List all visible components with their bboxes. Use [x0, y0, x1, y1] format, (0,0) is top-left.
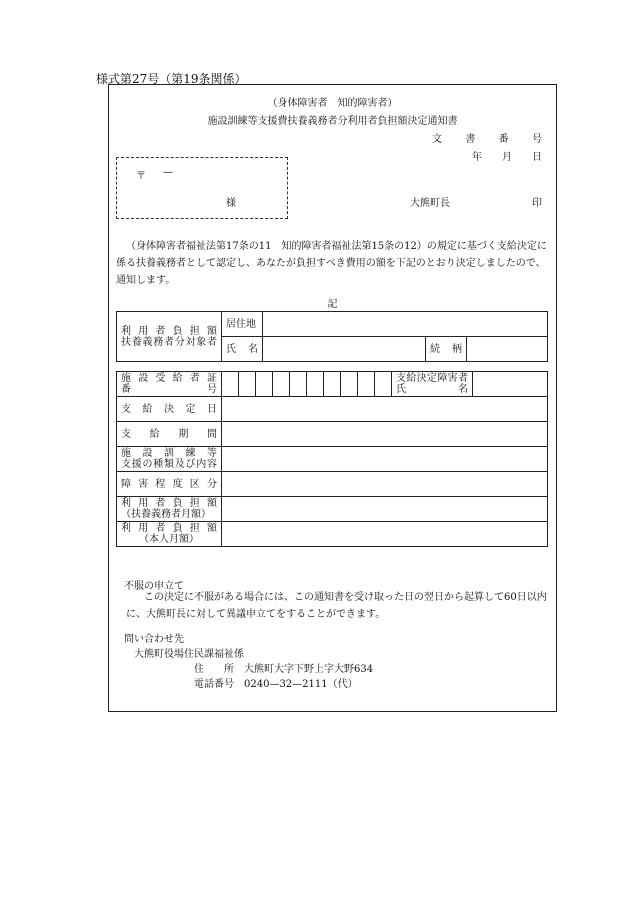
- recipient-label-line2: 扶養義務者分対象者: [121, 336, 217, 348]
- document-subtitle: （身体障害者 知的障害者）: [267, 98, 398, 109]
- row-value-cell: [222, 497, 548, 522]
- decision-person-label-line2: 氏名: [396, 384, 468, 395]
- row-label-cell: [117, 522, 222, 547]
- recipient-honorific: 様: [226, 198, 236, 209]
- issuer-name: 大熊町長: [410, 198, 450, 209]
- contact-phone-label: 電話番号: [194, 679, 234, 690]
- row-label-line2: （扶養義務者月額）: [121, 509, 211, 520]
- relation-value-cell: [467, 337, 548, 362]
- postal-dash: —: [163, 167, 173, 178]
- date-month: 月: [502, 152, 512, 163]
- recipient-label-cell: [117, 312, 222, 362]
- address-label-cell: [222, 312, 263, 337]
- cert-digit-cell: [375, 372, 392, 397]
- document-number-line: [432, 130, 542, 145]
- address-value-cell: [263, 312, 548, 337]
- cert-number-label-cell: [117, 372, 222, 397]
- row-value-cell: [222, 522, 548, 547]
- address-label: 居住地: [226, 318, 256, 330]
- appeal-heading: 不服の申立て: [124, 581, 184, 592]
- document-title: 施設訓練等支援費扶養義務者分利用者負担額決定通知書: [207, 116, 458, 127]
- seal-mark: 印: [532, 198, 542, 209]
- row-label-cell: [117, 422, 222, 447]
- contact-phone: 0240—32—2111（代）: [244, 679, 358, 690]
- name-label: 氏名: [226, 343, 258, 355]
- decision-person-value-cell: [473, 372, 548, 397]
- row-label-cell: [117, 472, 222, 497]
- cert-digit-cell: [307, 372, 324, 397]
- row-value-cell: [222, 397, 548, 422]
- cert-digit-cell: [273, 372, 290, 397]
- row-label-cell: [117, 497, 222, 522]
- decision-paragraph: （身体障害者福祉法第17条の11 知的障害者福祉法第15条の12）の規定に基づく支給決定に係る扶養義務者として認定し、あなたが負担すべき費用の額を下記のとおり決定しましたので、通知します。: [116, 241, 547, 286]
- cert-number-label-line2: 番号: [121, 384, 217, 395]
- form-number-label: 様式第27号（第19条関係）: [96, 72, 247, 86]
- relation-label-cell: [426, 337, 467, 362]
- support-details-table: [116, 371, 548, 547]
- cert-digit-cell: [239, 372, 256, 397]
- doc-number-char: 書: [465, 134, 476, 145]
- name-value-cell: [263, 337, 426, 362]
- cert-digit-cell: [324, 372, 341, 397]
- doc-number-char: 号: [531, 134, 542, 145]
- row-label-line1: 支給決定日: [121, 403, 217, 415]
- doc-number-char: 番: [498, 134, 509, 145]
- row-label-line1: 施設訓練等: [121, 448, 217, 459]
- contact-address: 大熊町大字下野上字大野634: [244, 664, 374, 675]
- cert-digit-cell: [222, 372, 239, 397]
- name-label-cell: [222, 337, 263, 362]
- row-value-cell: [222, 422, 548, 447]
- cert-digit-cell: [290, 372, 307, 397]
- doc-number-char: 文: [432, 134, 442, 145]
- date-line: [472, 148, 542, 163]
- row-label-line1: 障害程度区分: [121, 478, 217, 490]
- cert-digit-cell: [341, 372, 358, 397]
- recipient-label-line1: 利用者負担額: [121, 325, 217, 337]
- row-label-line2: （本人月額）: [139, 534, 199, 545]
- postal-mark: 〒: [136, 171, 146, 182]
- decision-person-label-line1: 支給決定障害者: [396, 373, 468, 384]
- row-label-line1: 支給期間: [121, 428, 217, 440]
- row-label-cell: [117, 447, 222, 472]
- date-year: 年: [472, 152, 482, 163]
- decision-person-label-cell: [392, 372, 473, 397]
- contact-office: 大熊町役場住民課福祉係: [134, 649, 244, 660]
- recipient-table: [116, 311, 548, 362]
- relation-label: 続柄: [430, 343, 462, 355]
- row-label-line1: 利用者負担額: [121, 523, 217, 534]
- row-value-cell: [222, 472, 548, 497]
- row-value-cell: [222, 447, 548, 472]
- date-day: 日: [532, 152, 542, 163]
- row-label-cell: [117, 397, 222, 422]
- cert-digit-cell: [358, 372, 375, 397]
- cert-number-label-line1: 施設受給者証: [121, 373, 217, 384]
- row-label-line1: 利用者負担額: [121, 498, 217, 509]
- appeal-text: この決定に不服がある場合には、この通知書を受け取った日の翌日から起算して60日以内に、大熊町長に対して異議申立てをすることができます。: [126, 592, 547, 620]
- contact-heading: 問い合わせ先: [124, 634, 184, 645]
- row-label-line2: 支援の種類及び内容: [121, 459, 217, 470]
- contact-address-label: 住 所: [194, 664, 234, 675]
- ki-label: 記: [327, 299, 338, 310]
- cert-digit-cell: [256, 372, 273, 397]
